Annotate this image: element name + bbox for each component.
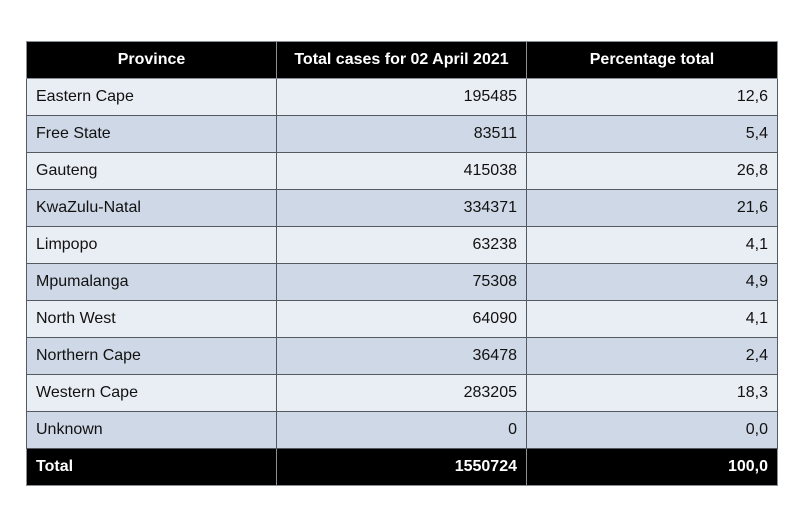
cases-cell: 283205 <box>277 375 527 412</box>
cases-cell: 415038 <box>277 153 527 190</box>
province-cell: Mpumalanga <box>27 264 277 301</box>
table-row <box>27 190 778 227</box>
cases-cell: 334371 <box>277 190 527 227</box>
table-footer <box>27 449 778 486</box>
table-row <box>27 227 778 264</box>
cases-cell: 63238 <box>277 227 527 264</box>
table-row <box>27 338 778 375</box>
province-cell: Free State <box>27 116 277 153</box>
header-row <box>27 42 778 79</box>
province-cell: North West <box>27 301 277 338</box>
cases-cell: 83511 <box>277 116 527 153</box>
table-row <box>27 264 778 301</box>
total-row <box>27 449 778 486</box>
table-row <box>27 375 778 412</box>
total-percent: 100,0 <box>527 449 778 486</box>
table-header <box>27 42 778 79</box>
header-province: Province <box>27 42 277 79</box>
table-row <box>27 412 778 449</box>
table-row <box>27 116 778 153</box>
percent-cell: 4,9 <box>527 264 778 301</box>
province-cell: Limpopo <box>27 227 277 264</box>
province-cell: Gauteng <box>27 153 277 190</box>
table-body <box>27 79 778 449</box>
covid-cases-table <box>26 41 778 486</box>
percent-cell: 12,6 <box>527 79 778 116</box>
total-label: Total <box>27 449 277 486</box>
header-total-cases: Total cases for 02 April 2021 <box>277 42 527 79</box>
percent-cell: 4,1 <box>527 301 778 338</box>
cases-cell: 195485 <box>277 79 527 116</box>
total-cases: 1550724 <box>277 449 527 486</box>
cases-cell: 36478 <box>277 338 527 375</box>
percent-cell: 2,4 <box>527 338 778 375</box>
percent-cell: 18,3 <box>527 375 778 412</box>
percent-cell: 5,4 <box>527 116 778 153</box>
cases-cell: 0 <box>277 412 527 449</box>
table-row <box>27 153 778 190</box>
percent-cell: 4,1 <box>527 227 778 264</box>
province-cell: Unknown <box>27 412 277 449</box>
table-row <box>27 301 778 338</box>
header-percentage: Percentage total <box>527 42 778 79</box>
percent-cell: 0,0 <box>527 412 778 449</box>
percent-cell: 26,8 <box>527 153 778 190</box>
province-cell: Eastern Cape <box>27 79 277 116</box>
province-cell: Northern Cape <box>27 338 277 375</box>
province-cell: KwaZulu-Natal <box>27 190 277 227</box>
cases-cell: 75308 <box>277 264 527 301</box>
table-row <box>27 79 778 116</box>
cases-cell: 64090 <box>277 301 527 338</box>
percent-cell: 21,6 <box>527 190 778 227</box>
province-cell: Western Cape <box>27 375 277 412</box>
